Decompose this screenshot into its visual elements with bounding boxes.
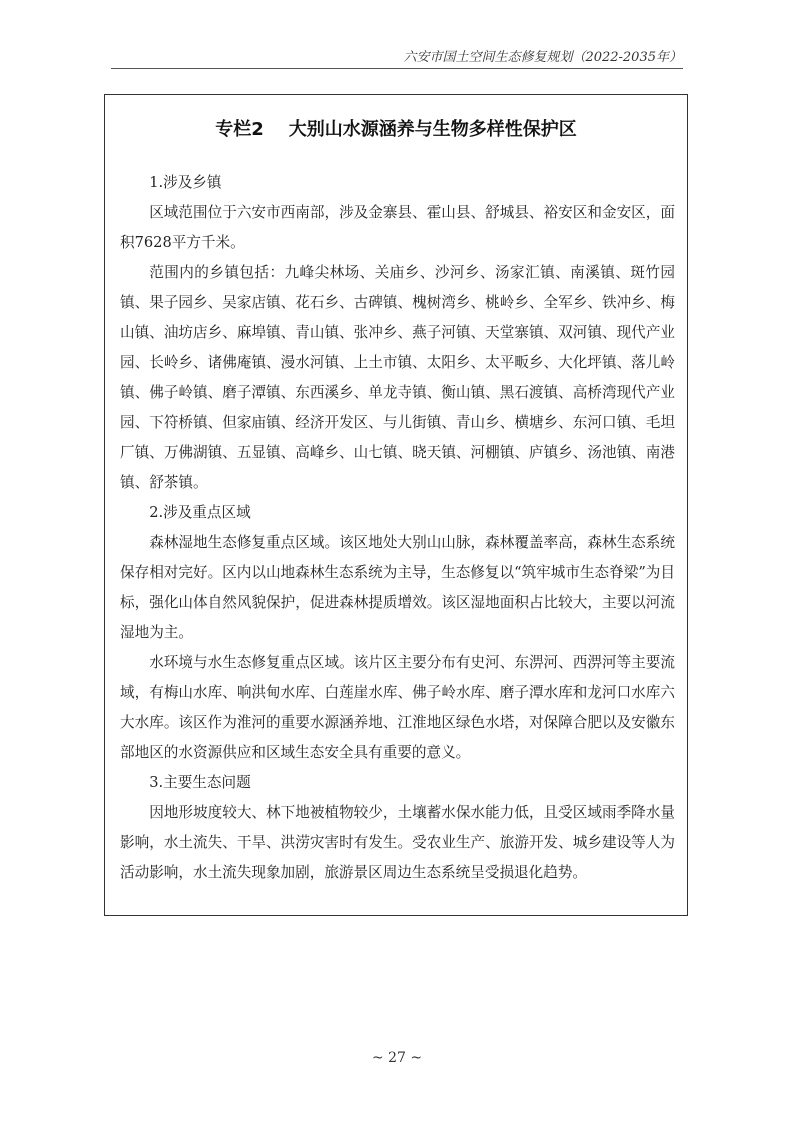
running-header-title: 六安市国土空间生态修复规划（2022-2035年） xyxy=(403,50,682,65)
page-number: ~ 27 ~ xyxy=(371,1050,423,1066)
box-title: 专栏2 大别山水源涵养与生物多样性保护区 xyxy=(215,119,577,140)
box-content xyxy=(120,168,675,888)
column-box xyxy=(104,94,688,916)
paragraph-forest-wetland: 森林湿地生态修复重点区域。该区地处大别山山脉，森林覆盖率高，森林生态系统保存相对完好。区内以山地森林生态系统为主导，生态修复以“筑牢城市生态脊梁”为目标，强化山体自然风貌保护，促进森林提质增效。该区湿地面积占比较大，主要以河流湿地为主。 xyxy=(120,534,675,641)
section-heading-eco-problems: 3.主要生态问题 xyxy=(149,774,251,791)
paragraph-eco-problems: 因地形坡度较大、林下地被植物较少，土壤蓄水保水能力低，且受区域雨季降水量影响，水土流失、干旱、洪涝灾害时有发生。受农业生产、旅游开发、城乡建设等人为活动影响，水土流失现象加剧，旅游景区周边生态系统呈受损退化趋势。 xyxy=(120,804,675,881)
section-heading-towns: 1.涉及乡镇 xyxy=(149,174,222,191)
header-divider xyxy=(111,68,683,69)
paragraph-area-scope: 区域范围位于六安市西南部，涉及金寨县、霍山县、舒城县、裕安区和金安区，面积7628平方千米。 xyxy=(120,204,675,251)
paragraph-water-ecology: 水环境与水生态修复重点区域。该片区主要分布有史河、东淠河、西淠河等主要流域，有梅山水库、响洪甸水库、白莲崖水库、佛子岭水库、磨子潭水库和龙河口水库六大水库。该区作为淮河的重要水源涵养地、江淮地区绿色水塔，对保障合肥以及安徽东部地区的水资源供应和区域生态安全具有重要的意义。 xyxy=(120,654,675,761)
section-heading-key-areas: 2.涉及重点区域 xyxy=(149,504,251,521)
paragraph-town-list: 范围内的乡镇包括：九峰尖林场、关庙乡、沙河乡、汤家汇镇、南溪镇、斑竹园镇、果子园乡、吴家店镇、花石乡、古碑镇、槐树湾乡、桃岭乡、全军乡、铁冲乡、梅山镇、油坊店乡、麻埠镇、青山镇、张冲乡、燕子河镇、天堂寨镇、双河镇、现代产业园、长岭乡、诸佛庵镇、漫水河镇、上土市镇、太阳乡、太平畈乡、大化坪镇、落儿岭镇、佛子岭镇、磨子潭镇、东西溪乡、单龙寺镇、衡山镇、黑石渡镇、高桥湾现代产业园、下符桥镇、但家庙镇、经济开发区、与儿街镇、青山乡、横塘乡、东河口镇、毛坦厂镇、万佛湖镇、五显镇、高峰乡、山七镇、晓天镇、河棚镇、庐镇乡、汤池镇、南港镇、舒茶镇。 xyxy=(120,264,675,491)
